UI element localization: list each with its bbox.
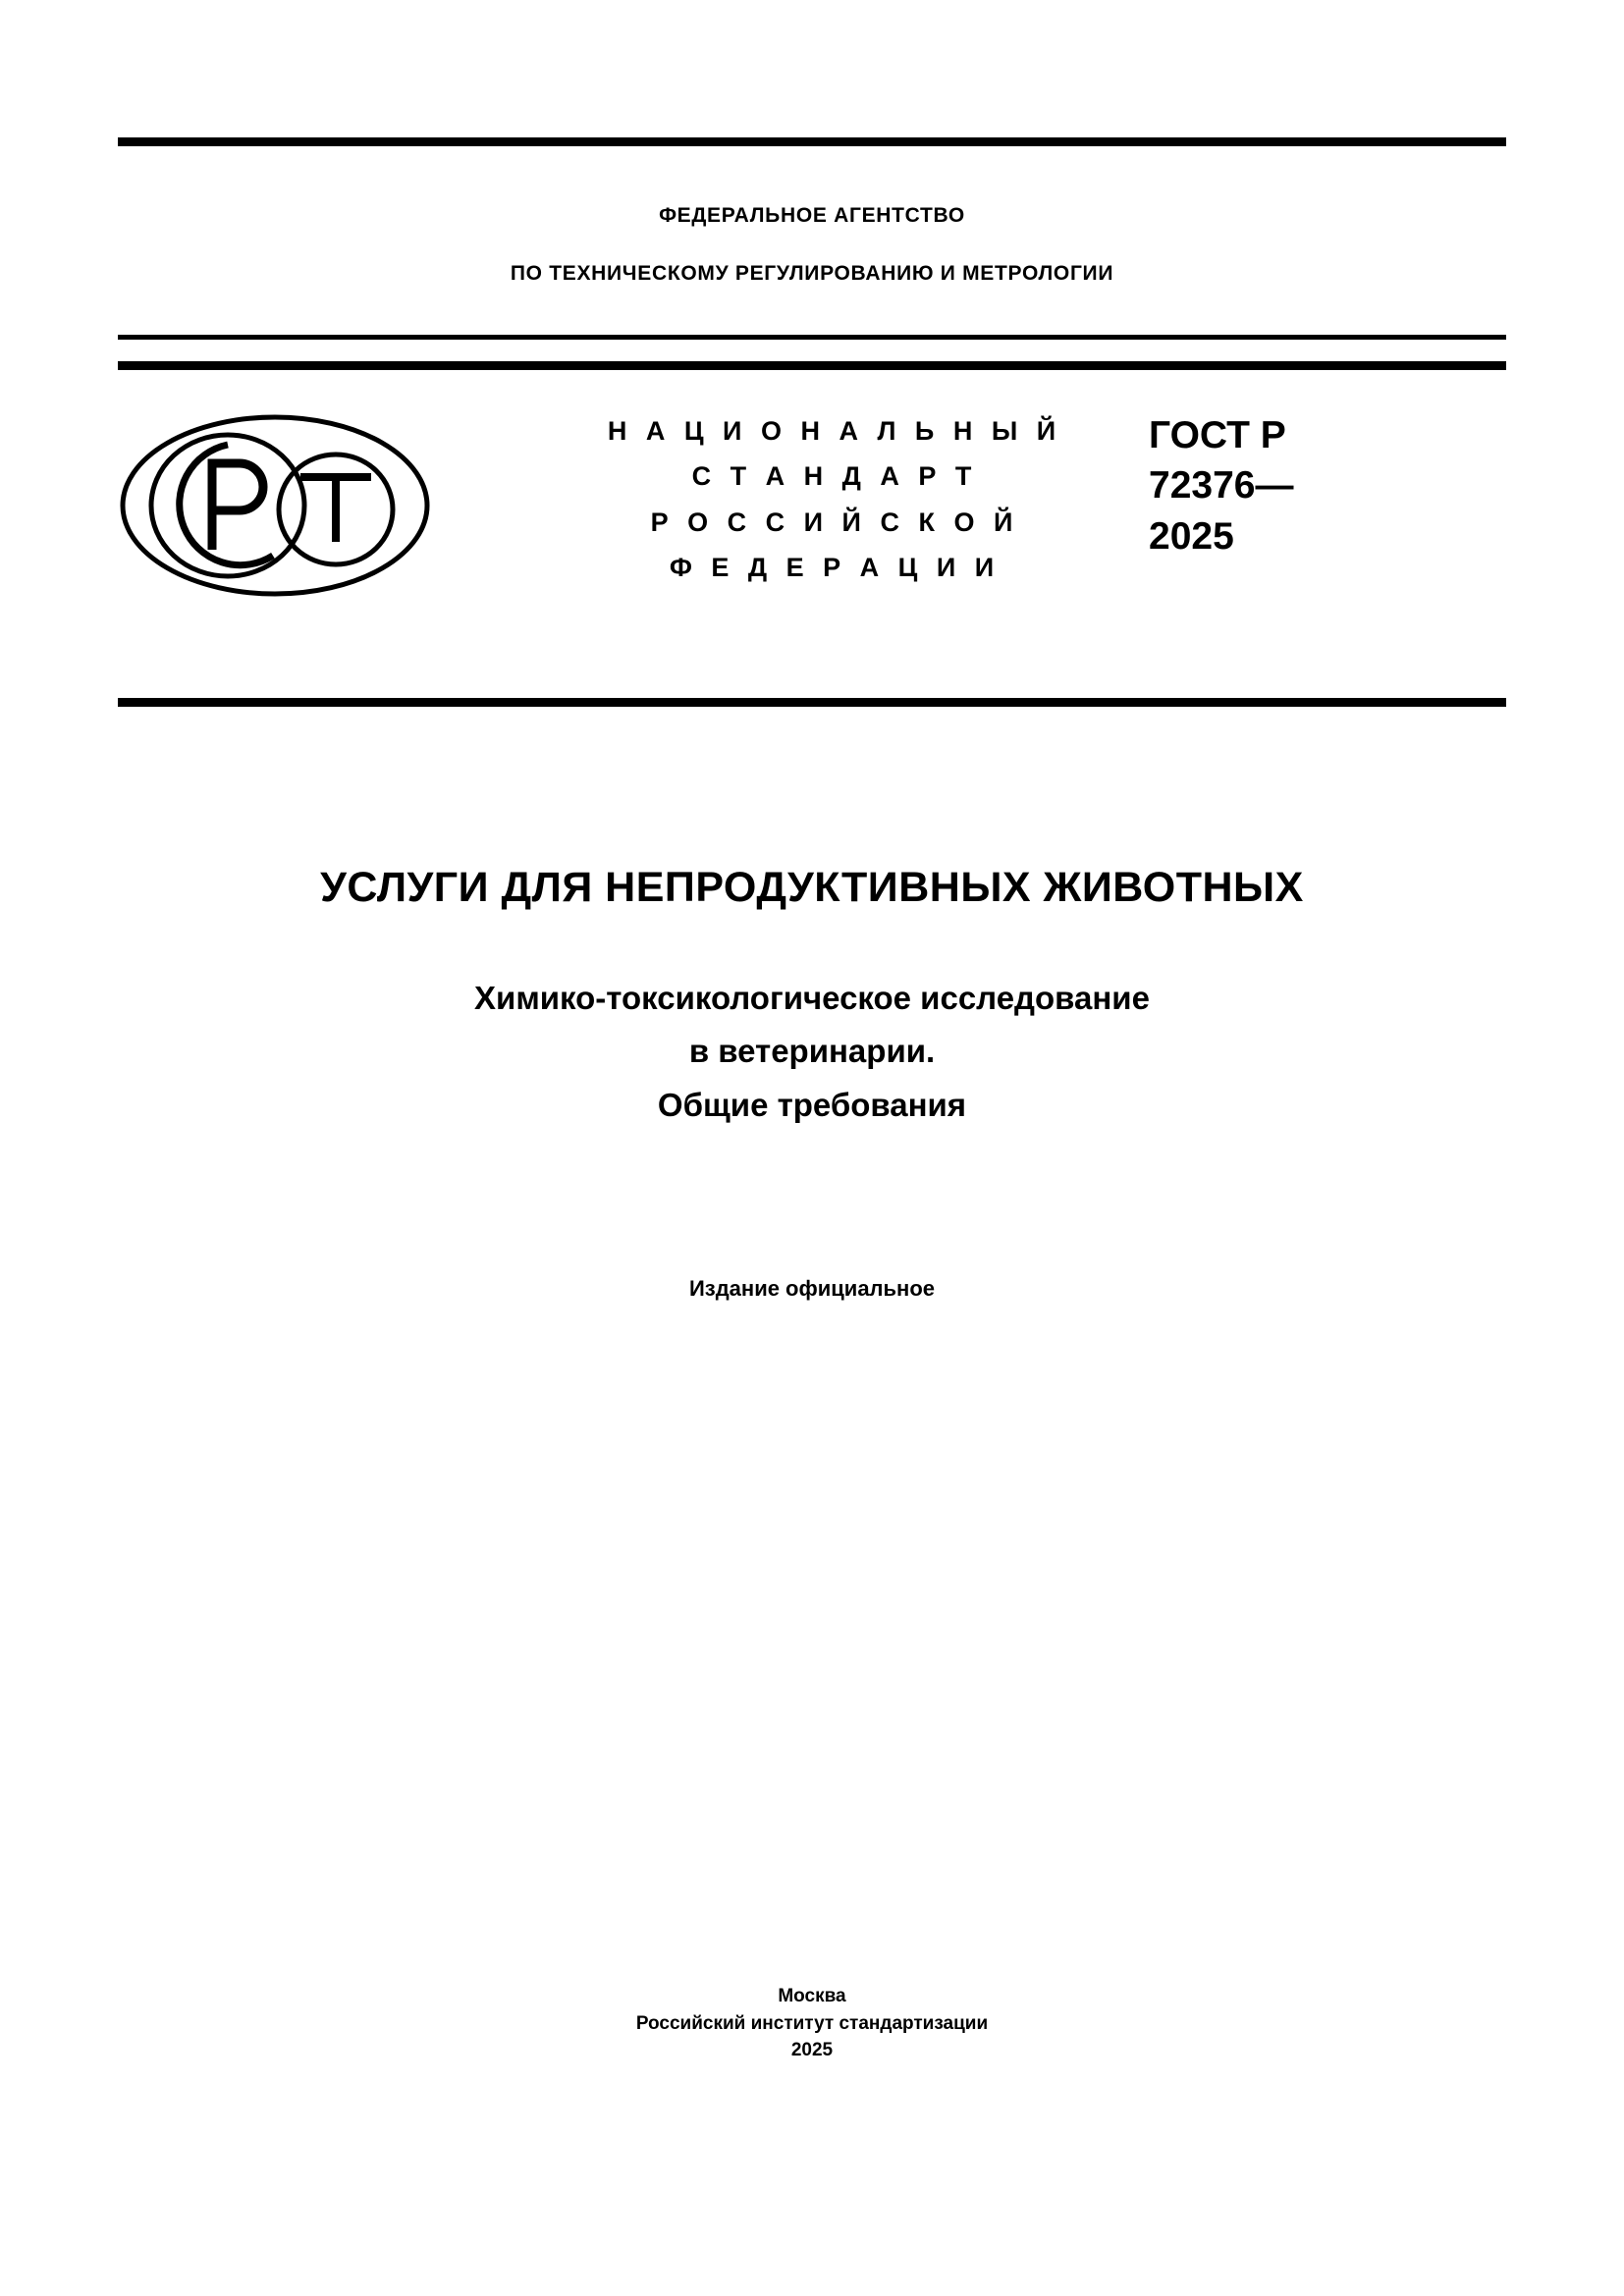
subtitle-line: Химико-токсикологическое исследование bbox=[474, 980, 1150, 1016]
standard-band bbox=[118, 361, 1506, 707]
standard-code-line: 72376— bbox=[1149, 464, 1294, 507]
standard-title-line: Р О С С И Й С К О Й bbox=[650, 507, 1019, 537]
official-edition-note: Издание официальное bbox=[688, 1276, 936, 1301]
imprint-year: 2025 bbox=[790, 2040, 834, 2061]
agency-header bbox=[118, 137, 1506, 340]
subtitle-line: в ветеринарии. bbox=[688, 1033, 936, 1070]
gost-r-emblem-icon bbox=[118, 412, 432, 599]
divider-top bbox=[118, 137, 1506, 146]
imprint bbox=[196, 1983, 1428, 2064]
subtitle-line: Общие требования bbox=[657, 1086, 967, 1123]
divider-middle bbox=[118, 335, 1506, 340]
document-subtitle bbox=[196, 972, 1428, 1132]
imprint-city: Москва bbox=[778, 1986, 846, 2006]
agency-line-2: ПО ТЕХНИЧЕСКОМУ РЕГУЛИРОВАНИЮ И МЕТРОЛОГИИ bbox=[510, 262, 1114, 285]
standard-code-line: ГОСТ Р bbox=[1149, 414, 1286, 456]
standard-designation bbox=[1149, 410, 1473, 561]
standard-title-line: Ф Е Д Е Р А Ц И И bbox=[669, 553, 1001, 583]
national-standard-title bbox=[530, 408, 1139, 591]
page-title: УСЛУГИ ДЛЯ НЕПРОДУКТИВНЫХ ЖИВОТНЫХ bbox=[320, 864, 1304, 911]
standard-title-line: С Т А Н Д А Р Т bbox=[691, 461, 978, 492]
divider-band-bottom bbox=[118, 698, 1506, 707]
imprint-publisher: Российский институт стандартизации bbox=[635, 2012, 989, 2034]
standard-code-line: 2025 bbox=[1149, 514, 1234, 558]
divider-band-top bbox=[118, 361, 1506, 370]
agency-line-1: ФЕДЕРАЛЬНОЕ АГЕНТСТВО bbox=[659, 204, 965, 227]
standard-title-line: Н А Ц И О Н А Л Ь Н Ы Й bbox=[607, 416, 1062, 446]
